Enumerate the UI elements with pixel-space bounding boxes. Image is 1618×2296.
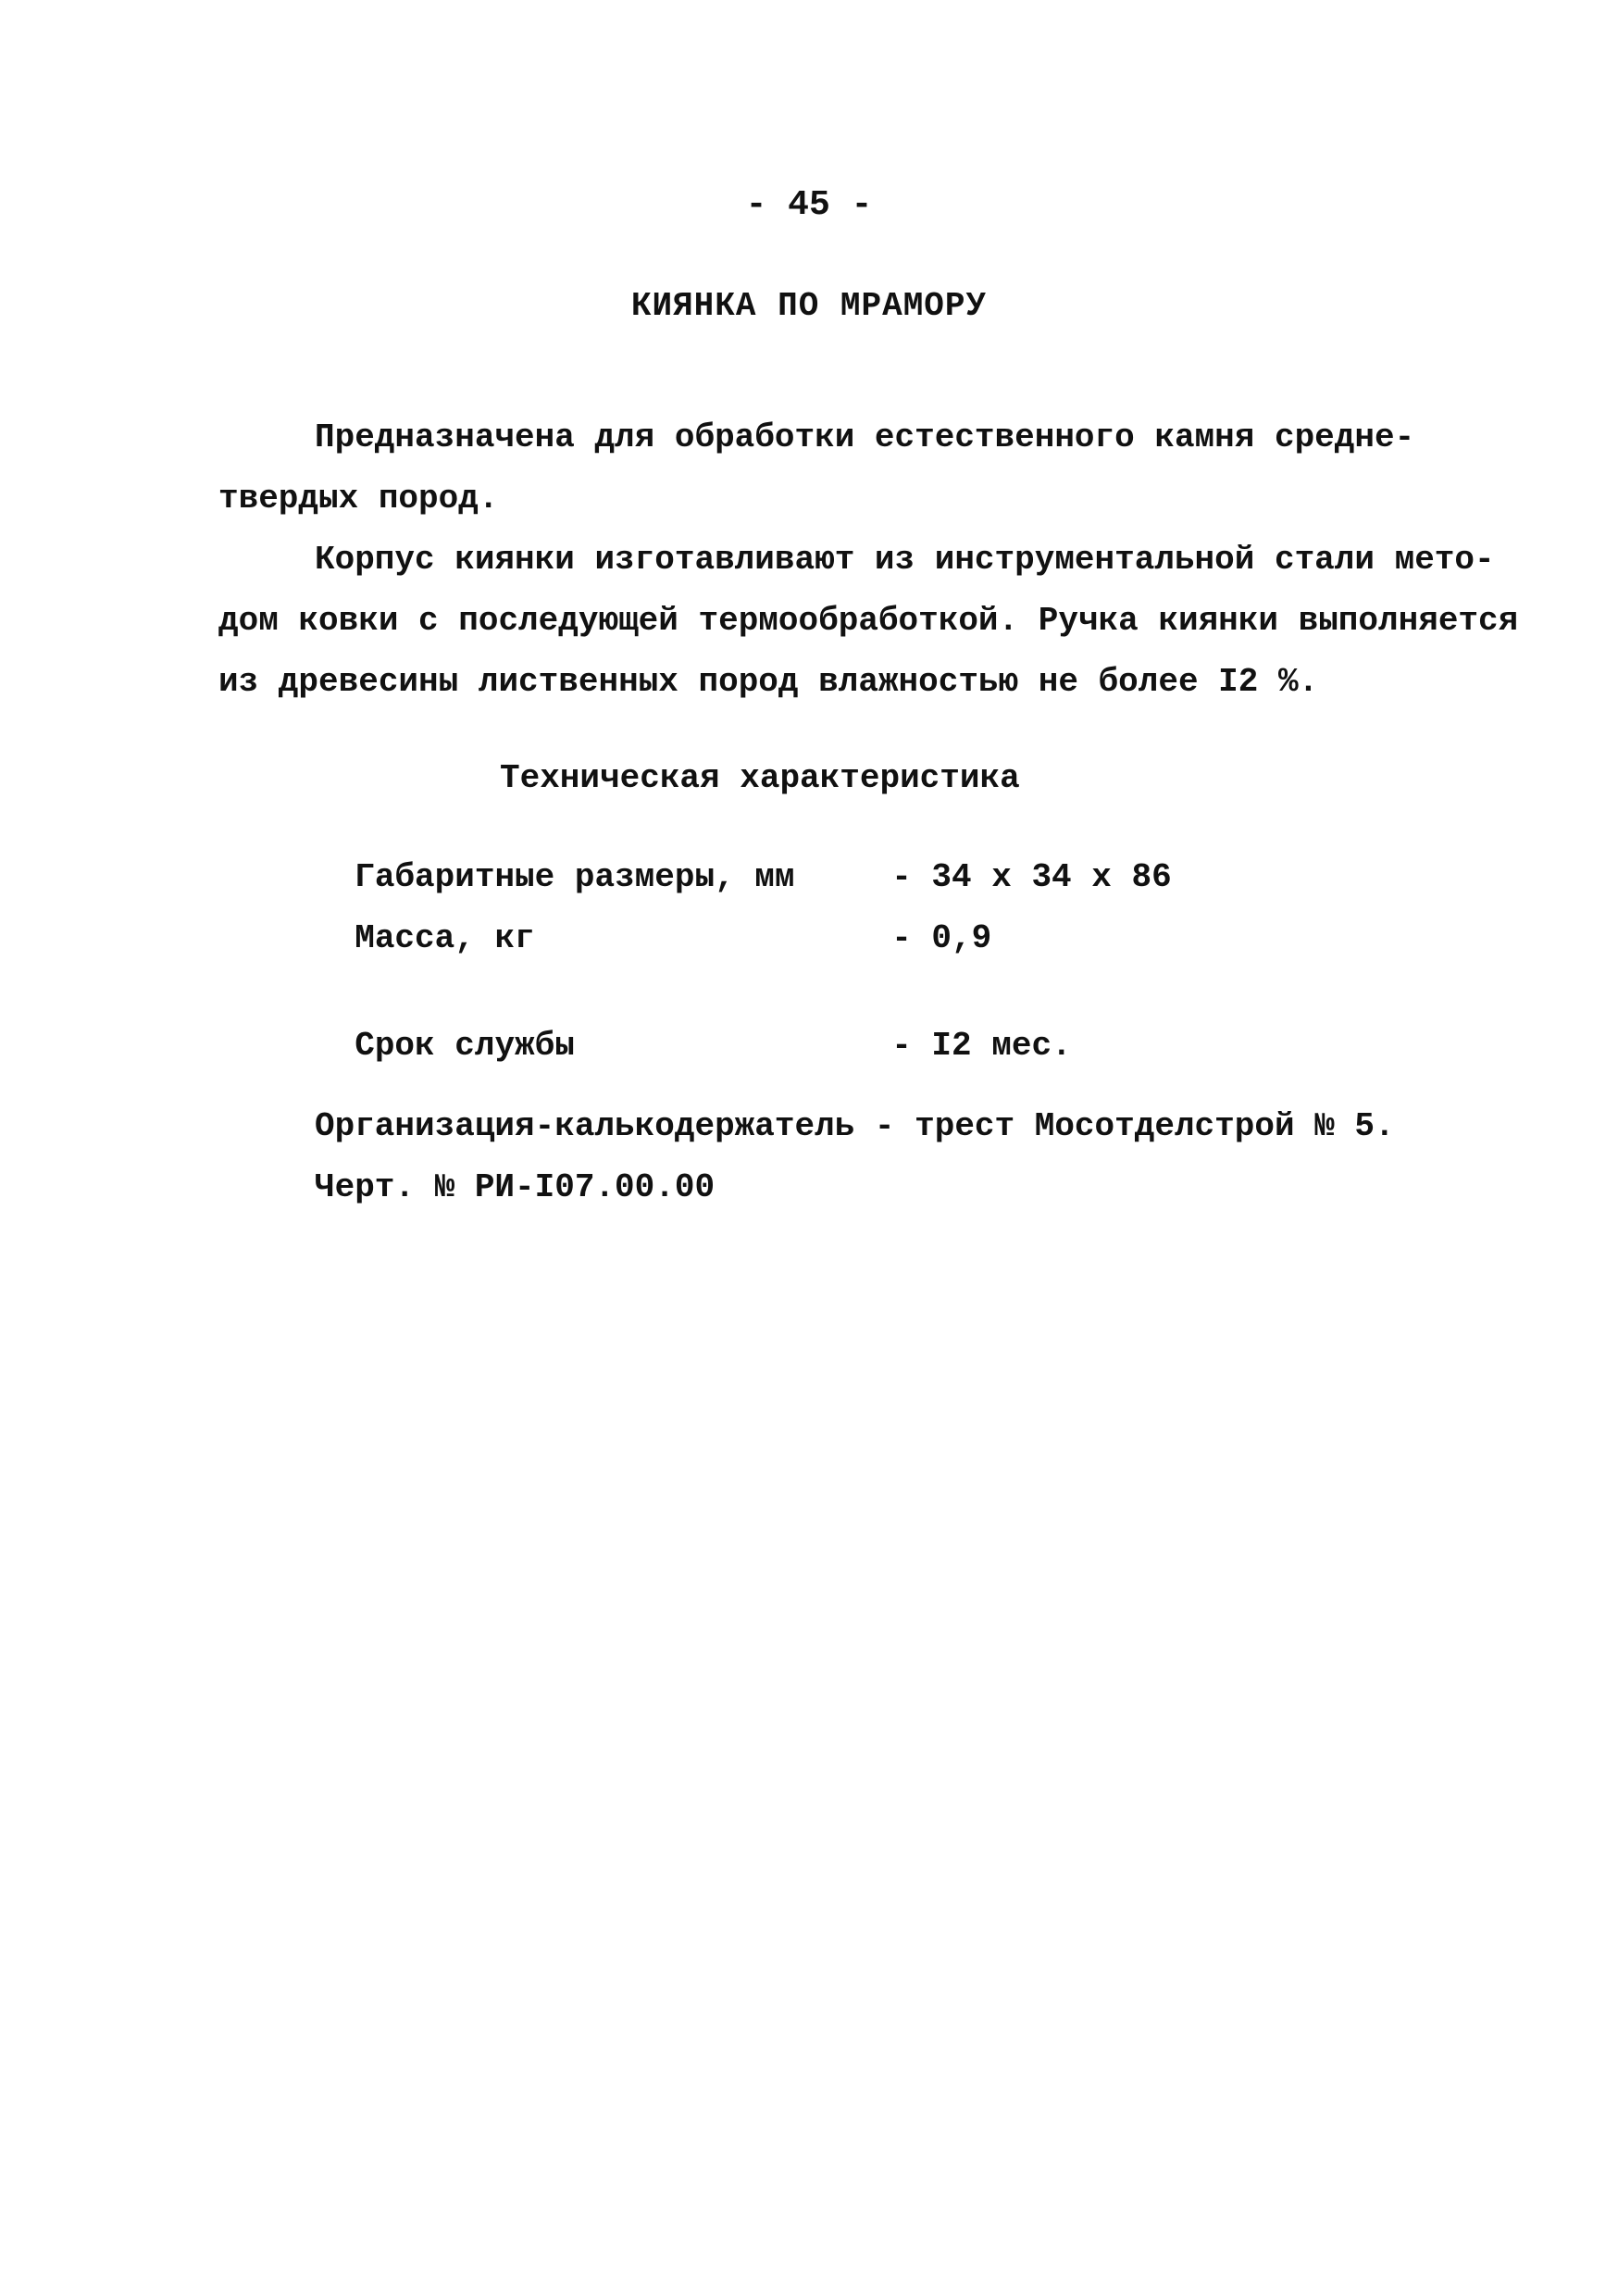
spec-value: - I2 мес. bbox=[891, 1027, 1072, 1065]
spec-label: Срок службы bbox=[355, 1027, 575, 1065]
paragraph-line: Предназначена для обработки естественного камня средне- bbox=[315, 418, 1415, 456]
paragraph-line: дом ковки с последующей термообработкой. Ручка киянки выполняется bbox=[218, 602, 1519, 640]
drawing-number: Черт. № РИ-I07.00.00 bbox=[315, 1168, 716, 1206]
specs-heading: Техническая характеристика bbox=[500, 759, 1020, 797]
purpose-paragraph bbox=[218, 407, 1459, 530]
spec-row-mass bbox=[315, 881, 991, 957]
construction-paragraph bbox=[218, 530, 1519, 713]
paragraph-line: из древесины лиственных пород влажностью не более I2 %. bbox=[218, 663, 1319, 701]
spec-value: - 0,9 bbox=[891, 919, 992, 957]
paragraph-line: твердых пород. bbox=[218, 480, 499, 518]
spec-row-service-life bbox=[315, 989, 1072, 1065]
spec-label: Масса, кг bbox=[355, 919, 535, 957]
spec-value: - 34 х 34 х 86 bbox=[891, 858, 1172, 896]
page-number: - 45 - bbox=[745, 185, 873, 225]
paragraph-line: Корпус киянки изготавливают из инструментальной стали мето- bbox=[315, 541, 1495, 579]
spec-label: Габаритные размеры, мм bbox=[355, 858, 795, 896]
organization-line: Организация-калькодержатель - трест Мосотделстрой № 5. bbox=[315, 1107, 1395, 1145]
document-title: КИЯНКА ПО МРАМОРУ bbox=[630, 287, 988, 325]
